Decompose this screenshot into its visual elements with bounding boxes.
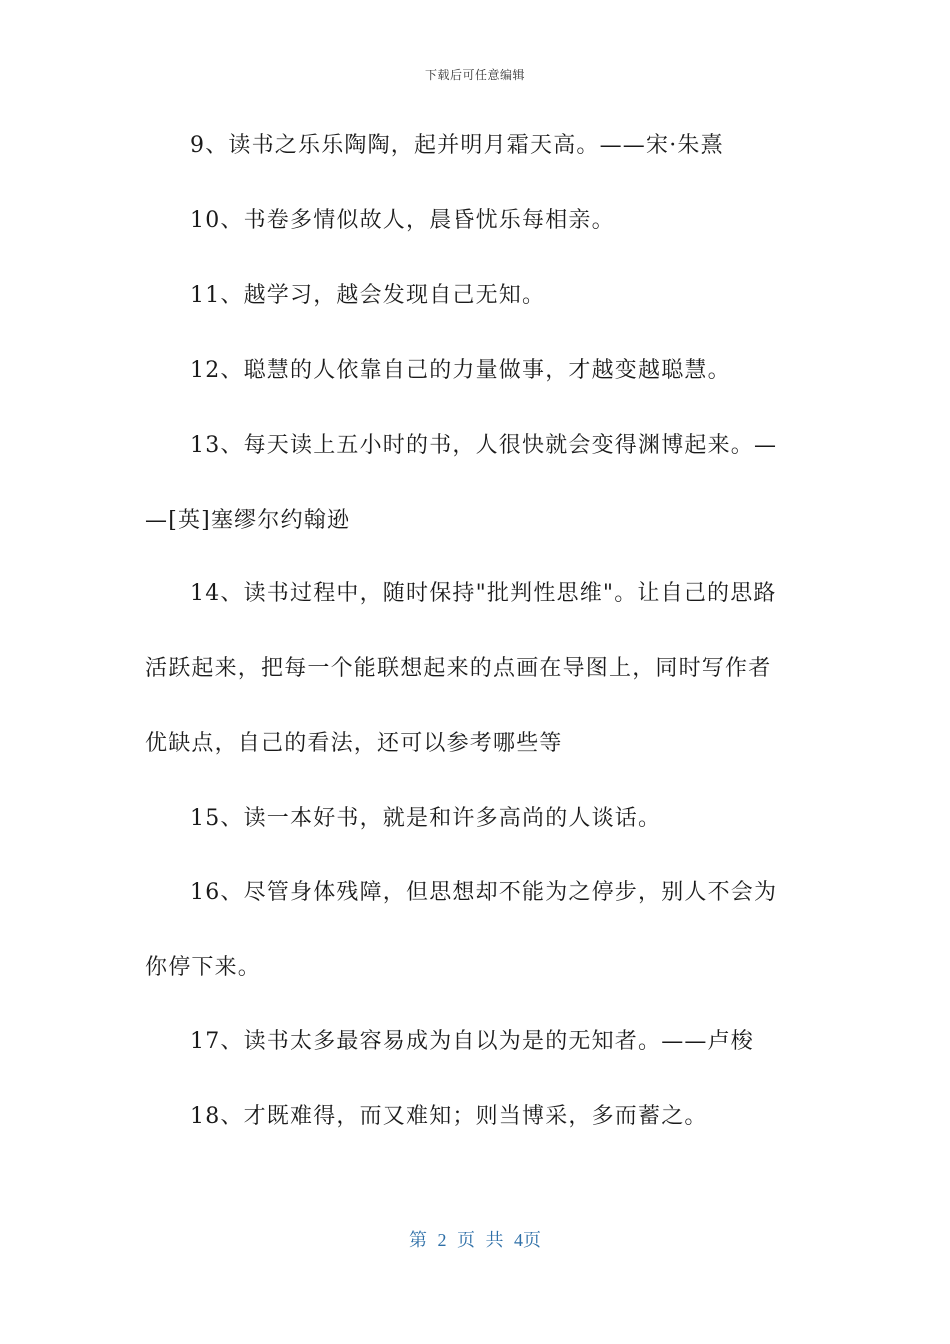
quote-line-16-continued: 你停下来。 bbox=[145, 955, 262, 980]
quote-line-13-continued: —[英]塞缪尔约翰逊 bbox=[145, 508, 351, 533]
quote-line-13: 13、每天读上五小时的书，人很快就会变得渊博起来。— bbox=[190, 433, 778, 458]
quote-line-11: 11、越学习，越会发现自己无知。 bbox=[190, 283, 546, 308]
quote-line-16: 16、尽管身体残障，但思想却不能为之停步，别人不会为 bbox=[190, 880, 778, 905]
quote-line-17: 17、读书太多最容易成为自以为是的无知者。——卢梭 bbox=[190, 1029, 754, 1054]
page-header-note: 下载后可任意编辑 bbox=[424, 68, 525, 82]
quote-line-9: 9、读书之乐乐陶陶，起并明月霜天高。——宋·朱熹 bbox=[190, 133, 724, 158]
quote-line-15: 15、读一本好书，就是和许多高尚的人谈话。 bbox=[190, 806, 662, 831]
quote-line-10: 10、书卷多情似故人，晨昏忧乐每相亲。 bbox=[190, 208, 615, 233]
page-number-indicator: 第 2 页 共 4页 bbox=[409, 1230, 541, 1250]
quote-line-14-continued-1: 活跃起来，把每一个能联想起来的点画在导图上，同时写作者 bbox=[145, 656, 772, 681]
quote-line-12: 12、聪慧的人依靠自己的力量做事，才越变越聪慧。 bbox=[190, 358, 731, 383]
quote-line-14: 14、读书过程中，随时保持"批判性思维"。让自己的思路 bbox=[190, 581, 777, 606]
quote-line-18: 18、才既难得，而又难知；则当博采，多而蓄之。 bbox=[190, 1104, 708, 1129]
quote-line-14-continued-2: 优缺点，自己的看法，还可以参考哪些等 bbox=[145, 731, 563, 756]
